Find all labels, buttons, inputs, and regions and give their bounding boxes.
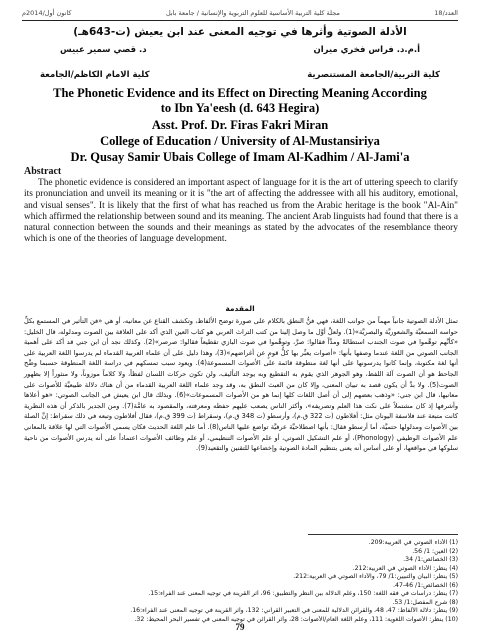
footnote: (6) الخصائص:1/ 46-47. [393,581,458,589]
arabic-author-1: أ.م.د. فراس فخري ميران [313,45,420,55]
arabic-affiliations [40,70,440,80]
footnote: (7) ينظر: دراسات في فقه اللغة: 150، وعلم الدلالة بين النظر والتطبيق: 96، أثر القرينة في توجيه المعنى عند الفراء:15. [148,590,458,597]
introduction-heading: المقدمة [225,304,255,313]
introduction-text: تمثل الأدلة الصوتية جانباً مهماً من جوانب اللغة، فهي فنُّ النطق بالكلام على صورة توضح الألفاظ، وتكشف القناع عن معانيه، أو هي «فن التأثير في المستمع بكلِّ حواسه السمعيَّة والشعوريَّة والبصريَّة»(1). ولعلَّ أوَّل ما وصل إلينا من كتب التراث العربي هو كتاب العين الذي أكد على العلاقة بين الصوت ومدلوله، قال الخليل: «كأنَّهم توهَّموا في صوت الجندب استطالةً ومدَّاً فقالوا: صرَّ، وتوهَّموا في صوت البازي تقطيعاً فقالوا: صرصر»(2). وكذلك نجد أن ابن جني قد أكد على أهمية الجانب الصوتي من اللغة عندما وصفها بأنها: «أصوات يعبِّر بها كلُّ قومٍ عن أغراضهم»(3)، وهذا دليل على أن علماء العربية القدماء لم يدرسوا اللغة العربية على أنها لغة مكتوبة، وإنما كانوا يدرسونها على أنها لغة منطوقة قائمة على الأصوات المسموعة(4). ويعود سبب تمسكهم في دراسة اللغة المنطوقة حسبما وضَّح الجاحظ هو أن الصوت آلة اللفظ، وهو الجوهر الذي يقوم به التقطيع وبه يوجد التأليف، ولن تكون حركات اللسان لفظاً، ولا كلاماً موزوناً، ولا منثوراً إلا بظهور الصوت(5). ولا بدَّ أن يكون قصد به تبيان المعنى، وإلا كان من العبث النطق به، وقد وجد علماء اللغة العربية القدماء من أن هناك دلالة طبيعيَّة للأصوات على معانيها، قال ابن جني: «وذهب بعضهم إلى أن أصل اللغات كلها إنما هو من الأصوات المسموعات»(6). وبذلك قال ابن يعيش في الجانب الصوتي: «هو أعلاها وأشرفها إذ كان مشتملاً على نكت هذا العلم وتصريفه»، وأكثر الناس يصعب عليهم حفظه ومعرفته، والمقصود به عامَّة(7). ومن الجدير بالذكر أن هذه النظرية كانت متبعة عند فلاسفة اليونان مثل: أفلاطون (ت 322 ق.م)، وأرسطو (ت 348 ق.م)، وسقراط (ت 399 ق.م)، فقال أفلاطون وتبعه في ذلك سقراط: إنَّ الصلة بين الأصوات ومدلولها حتميَّة، أما أرسطو فقال: بأنها اصطلاحيَّة عرفيَّة تواضع عليها الناس(8). أما علم اللغة الحديث فكان يسمي الأصوات التي لها علاقة بالمعاني علم الأصوات الوظيفي (Phonology)، أو علم التشكيل الصوتي، أو علم الأصوات التنظيمي، أو علم وظائف الأصوات اعتماداً على أنه يدرس الأصوات من ناحية سلوكها في مواقعها، أو على أساس أنه يعنى بتنظيم المادة الصوتية وإخضاعها للتقنين والتقعيد(9). [24,317,459,453]
abstract-heading: Abstract [24,166,62,177]
footnote: (4) ينظر: الأداء الصوتي في العربية:212. [352,564,458,572]
footnotes [24,539,458,624]
english-title-line-2: to Ibn Ya'eesh (d. 643 Hegira) [160,101,320,115]
running-header [22,6,458,19]
footnote: (1) الأداء الصوتي في العربية:209. [368,539,458,546]
english-author-2: Dr. Qusay Samir Ubais College of Imam Al-Kadhim / Al-Jami'a [70,150,410,164]
arabic-affiliation-1: كلية التربية/الجامعة المستنصرية [307,70,440,80]
arabic-authors [60,45,420,55]
english-title-line-1: The Phonetic Evidence and its Effect on Directing Meaning According [53,86,427,100]
english-author-1: Asst. Prof. Dr. Firas Fakri Miran [151,118,329,132]
page-number: 79 [235,622,245,632]
header-journal: مجلة كلية التربية الأساسية للعلوم التربوية والإنسانية / جامعة بابل [165,8,340,17]
header-rule [22,20,458,21]
arabic-author-2: د. قصي سمير عبيس [60,45,147,55]
header-date: كانون أول/2014م [22,8,72,17]
header-issue: العدد/18 [434,8,458,17]
arabic-title: الأدلة الصوتية وأثرها في توجيه المعنى عند ابن يعيش (ت-643هـ) [73,26,407,38]
english-college-1: College of Education / University of Al-Mustansiriya [100,134,380,148]
footnote: (8) شرح المفصل:1/ 53. [392,598,458,606]
arabic-affiliation-2: كلية الامام الكاظم/الجامعة [40,70,150,80]
footnote: (9) ينظر: دلالة الألفاظ: 47، 48، والقرائن الدلالية للمعنى في التعبير القرآني: 132، وأثر القرينة في توجيه المعنى عند الفراء:16. [130,607,458,614]
footnote-rule [308,534,458,535]
footnote: (3) الخصائص:1/ 34. [403,556,458,563]
abstract-text: The phonetic evidence is considered an important aspect of language for it is the art of uttering speech to clarify its pronunciation and unveil its meaning or it is "the art of affecting the addressee with all his auditory, emotional, and visual senses". It is likely that the first of what has reached us from the Arabic heritage is the book "Al-Ain" which affirmed the relationship between sound and its meaning. The ancient Arab linguists had found that there is a natural connection between the sounds and their meanings as stated by the advocates of the resemblance theory which is one of the theories of language development. [24,178,458,245]
footnote: (5) ينظر: البيان والتبيين:1/ 79، والأداء الصوتي في العربية:212. [293,573,458,580]
footnote: (2) العين: 1/ 56. [412,547,458,555]
footnote: (10) ينظر: الأصوات اللغوية: 111، وعلم اللغة العام/الأصوات: 28، وأثر القرائن في توجيه المعنى في تفسير البحر المحيط: 32. [134,615,458,623]
